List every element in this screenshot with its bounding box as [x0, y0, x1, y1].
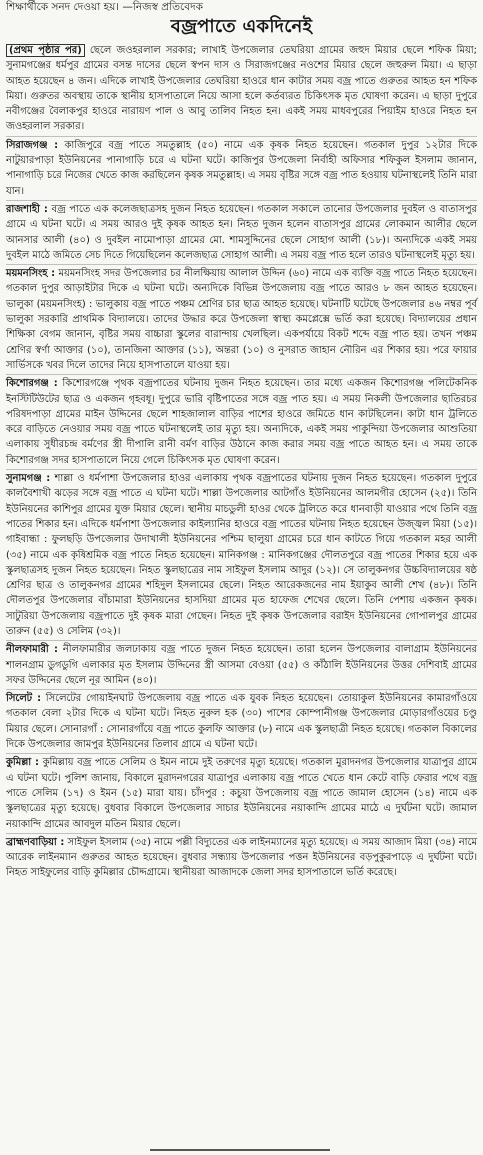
paragraph-nilphamari — [6, 640, 477, 688]
paragraph-sirajganj — [6, 136, 477, 199]
paragraph-text: শাল্লা ও ধর্মপাশা উপজেলার হাওর এলাকায় পৃথক বজ্রপাতের ঘটনায় দুজন নিহত হয়েছেন। গতকাল দুপুরে কালবৈশাখী ঝড়ের সঙ্গে বজ্র পাতে এ ঘটনা ঘটে। শাল্লা উপজেলার আটগাঁও ইউনিয়নের আলমগীর হোসেন (২৫)। তিনি ইউনিয়নের কাশিপুর গ্রামের যুক্ত মিয়ার ছেলে। স্থানীয় মাচডুলী হাওর থেকে ট্রলিতে করে ধানবাড়ী যাওয়ার পথে তিনি বজ্র পাতের শিকার হন। এদিকে ধর্মপাশা উপজেলার কাইল্যানির হাওরে বজ্র পাতের ঘটনায় নিহত হয়েছেন উজ্জ্বল মিয়া (১৫)। গাইবান্ধা : ফুলছড়ি উপজেলার উদাখালী ইউনিয়নের পশ্চিম ছালুয়া গ্রামের চরে ধান কাটতে গিয়ে গতকাল মহর আলী (৩৫) নামে এক কৃষিশ্রমিক বজ্র পাতে নিহত হয়েছেন। মানিকগঞ্জ : মানিকগঞ্জের দৌলতপুরে বজ্র পাতের শিকার হয়ে এক স্কুলছাত্রসহ দুজন নিহত হয়েছেন। নিহত স্কুলছাত্রের নাম সাইফুল ইসলাম আদুর (১২)। সে তালুকনগর উচ্চবিদ্যালয়ের ষষ্ঠ শ্রেণির ছাত্র ও তালুকনগর গ্রামের শহিদুল ইসলামের ছেলে। নিহত আরেকজনের নাম ইয়াকুব আলী শেখ (৪৮)। তিনি দৌলতপুর উপজেলার বাঁচামারা ইউনিয়নের হাসদিয়া গ্রামের মৃত হাফেজ শেখের ছেলে। তিনি পেশায় একজন কৃষক। সাটুরিয়া উপজেলায় বজ্রপাতে দুই কৃষক মারা গেছেন। নিহত দুই কৃষক উপজেলার বরাইদ ইউনিয়নের গোপালপুর গ্রামের তারুন (৫৫) ও সেলিম (৩২)। — [6, 473, 477, 637]
page-footer-rule — [0, 1147, 483, 1153]
paragraph-cumilla — [6, 753, 477, 831]
paragraph-brahmanbaria — [6, 833, 477, 881]
paragraph-continuation — [6, 43, 477, 135]
paragraph-text: কিশোরগঞ্জে পৃথক বজ্রপাতের ঘটনায় দুজন নিহত হয়েছেন। তার মধ্যে একজন কিশোরগঞ্জ পলিটেকনিক ইনস্টিটিউটের ছাত্র ও একজন গৃহবধূ। দুপুরে ভারি বৃষ্টিপাতের সঙ্গে বজ্র পাত হয়। এ সময় নিকলী উপজেলার ছাতিরচর পরিষদপাড়া গ্রামের মাইন উদ্দিনের ছেলে শাহজালাল বাড়ির পাশের হাওরে জমিতে ধান কাটছিলেন। কাটা ধান ট্রলিতে করে বাড়িতে নেওয়ার সময় বজ্র পাতে ঘটনাস্থলেই তার মৃত্যু হয়। অন্যদিকে, একই সময় পাকুন্দিয়া উপজেলার আশুতিয়া এলাকায় সুধীরচন্দ্র বর্মণের স্ত্রী দীপালি রানী বর্মণ বাড়ির উঠানে কাজ করার সময় বজ্র পাতে আহত হন। এ সময় তাকে কিশোরগঞ্জ সদর হাসপাতালে নিয়ে গেলে চিকিৎসক মৃত ঘোষণা করেন। — [6, 378, 477, 466]
paragraph-text: নীলফামারীর জলঢাকায় বজ্র পাতে দুজন নিহত হয়েছেন। তারা হলেন উপজেলার বালাগ্রাম ইউনিয়নের শালনগ্রাম ডুগডুগি এলাকার মৃত ইসলাম উদ্দিনের স্ত্রী আসমা বেওয়া (৫৫) ও কাঁঠালি ইউনিয়নের উত্তর দেশিবাই গ্রামের সফর উদ্দিনের ছেলে নূর আমিন (৪০)। — [6, 644, 477, 686]
paragraph-sylhet — [6, 689, 477, 752]
paragraph-sunamganj — [6, 469, 477, 639]
paragraph-text: ময়মনসিংহ সদর উপজেলার চর নীলক্ষিয়ায় আলাল উদ্দিন (৬০) নামে এক ব্যক্তি বজ্র পাতে নিহত হয়েছেন। গতকাল দুপুর আড়াইটার দিকে এ ঘটনা ঘটে। অন্যদিকে বিভিন্ন উপজেলায় বজ্র পাতে আরও ৮ জন আহত হয়েছেন। ভালুকা (ময়মনসিংহ) : ভালুকায় বজ্র পাতে পঞ্চম শ্রেণির চার ছাত্র আহত হয়েছে। ঘটনাটি ঘটেছে উপজেলার ৪৬ নম্বর পূর্ব ভালুকা সরকারি প্রাথমিক বিদ্যালয়ে। তাদের উদ্ধার করে উপজেলা স্বাস্থ্য কমপ্লেক্সে ভর্তি করা হয়েছে। বিদ্যালয়ের প্রধান শিক্ষিকা বেগম জানান, বৃষ্টির সময় বাচ্চারা স্কুলের বারান্দায় খেলছিল। একপর্যায়ে বিকট শব্দে বজ্র পাত হয়। তখন পঞ্চম শ্রেণির স্বর্ণা আক্তার (১০), তানজিনা আক্তার (১১), অন্তরা (১০) ও নুসরাত জাহান নৌরিন এর শিকার হয়। পরে ফায়ার সার্ভিসকে খবর দিলে তাদের নিয়ে হাসপাতালে যাওয়া হয়। — [6, 268, 477, 371]
location-label: ব্রাহ্মণবাড়িয়া : — [6, 836, 65, 848]
article-body — [6, 43, 477, 881]
paragraph-rajshahi — [6, 200, 477, 263]
paragraph-text: সাইফুল ইসলাম (৩৫) নামে পল্লী বিদ্যুতের এক লাইনম্যানের মৃত্যু হয়েছে। এ সময় আজাদ মিয়া (৩৪) নামে আরেক লাইনম্যান গুরুতর আহত হয়েছেন। বুধবার সন্ধ্যায় উপজেলার পত্তন ইউনিয়নের বড়পুকুরপাড়ে এ দুর্ঘটনা ঘটে। নিহত সাইফুলের বাড়ি কুমিল্লার চৌদ্দগ্রামে। স্থানীয়রা আজাদকে জেলা সদর হাসপাতালে ভর্তি করেছে। — [6, 836, 477, 879]
article-headline: বজ্রপাতে একদিনেই — [170, 16, 313, 37]
location-label: ময়মনসিংহ : — [6, 268, 56, 280]
paragraph-text: সিলেটের গোয়াইনঘাট উপজেলায় বজ্র পাতে এক যুবক নিহত হয়েছেন। তোয়াকুল ইউনিয়নের কামারগাঁওয়ে গতকাল বেলা ২টার দিকে এ ঘটনা ঘটে। নিহত নুরুল হক (৩০) পাশের কোম্পানীগঞ্জ উপজেলার মোড়ারগাঁওয়ের চণ্ডু মিয়ার ছেলে। সোনারগাঁ : সোনারগাঁয়ে বজ্র পাতে কুলফি আক্তার (৮) নামে এক স্কুলছাত্রী নিহত হয়েছে। গতকাল বিকালের দিকে উপজেলার জামপুর ইউনিয়নের তিলাব গ্রামে এ ঘটনা ঘটে। — [6, 693, 477, 751]
location-label: নীলফামারী : — [6, 644, 58, 656]
footer-divider — [150, 1149, 330, 1151]
location-label: কুমিল্লা : — [6, 757, 39, 769]
paragraph-text: কুমিল্লায় বজ্র পাতে সেলিম ও ইমন নামে দুই তরুণের মৃত্যু হয়েছে। গতকাল মুরাদনগর উপজেলার যাত্রাপুর গ্রামে এ ঘটনা ঘটে। পুলিশ জানায়, বিকালে মুরাদনগরের যাত্রাপুর এলাকায় বজ্র পাতে খেতে ধান কেটে বাড়ি ফেরার পথে বজ্র পাতে সেলিম (১৭) ও ইমন (১৫) মারা যায়। চাঁদপুর : কচুয়া উপজেলায় বজ্র পাতে জামাল হোসেন (১৪) নামে এক স্কুলছাত্রের মৃত্যু হয়েছে। বুধবার বিকালে উপজেলার সাচার ইউনিয়নের নয়াকান্দি গ্রামের মাঠে এ দুর্ঘটনা ঘটে। জামাল নয়াকান্দি গ্রামের আবদুল মতিন মিয়ার ছেলে। — [6, 757, 477, 830]
location-label: সিলেট : — [6, 693, 42, 705]
paragraph-kishoreganj — [6, 374, 477, 468]
paragraph-mymensingh — [6, 264, 477, 373]
location-label: সুনামগঞ্জ : — [6, 473, 51, 485]
location-label: সিরাজগঞ্জ : — [6, 139, 59, 151]
continuation-label: (প্রথম পৃষ্ঠার পর) — [6, 44, 85, 57]
location-label: রাজশাহী : — [6, 203, 48, 215]
paragraph-text: বজ্র পাতে এক কলেজছাত্রসহ দুজন নিহত হয়েছেন। গতকাল সকালে তানোর উপজেলার দুবইল ও বাতাসপুর গ্রামে এ ঘটনা ঘটে। এ সময় আরও দুই কৃষক আহত হন। নিহত দুজন হলেন বাতাসপুর গ্রামের লোকমান আলীর ছেলে আনসার আলী (৪০) ও দুবইল নামোপাড়া গ্রামের মো. শামসুদ্দিনের ছেলে সোহাগ আলী (১৮)। অন্যদিকে একই সময় দুবইল মাঠে জমিতে সেচ দিতে গিয়েছিলেন কলেজছাত্র সোহাগ আলী। এ সময় বজ্র পাত হলে তারও ঘটনাস্থলেই মৃত্যু হয়। — [6, 203, 477, 261]
paragraph-text: ছেলে জওহরলাল সরকার; লাখাই উপজেলার তেঘরিয়া গ্রামের জহুদ মিয়ার ছেলে শফিক মিয়া; সুনামগঞ্জের ধর্মপুর গ্রামের বসন্ত দাসের ছেলে স্বপন দাস ও সিরাজগঞ্জের নওশের মিয়ার ছেলে জহুরুল মিয়া। এ ছাড়া আহত হয়েছেন ৪ জন। এদিকে লাখাই উপজেলার তেঘরিয়া হাওরে ধান কাটার সময় বজ্র পাতে গুরুতর আহত হন শফিক মিয়া। গুরুতর অবস্থায় তাকে স্থানীয় হাসপাতালে নিয়ে আসা হলে কর্তব্যরত চিকিৎসক মৃত ঘোষণা করেন। এ ছাড়া দুপুরে নবীগঞ্জের বৈলাকপুর হাওরে নারায়ণ পাল ও আবু তালিব নিহত হন। একই সময় মাধবপুরের পিয়াইম হাওরে নিহত হন জওহরলাল সরকার। — [6, 45, 477, 133]
location-label: কিশোরগঞ্জ : — [6, 378, 58, 390]
previous-article-tail: শিক্ষার্থীকে সনদ দেওয়া হয়। —নিজস্ব প্রতিবেদক — [6, 1, 203, 13]
paragraph-text: কাজিপুরে বজ্র পাতে সমতুল্লাহ (৫০) নামে এক কৃষক নিহত হয়েছেন। গতকাল দুপুর ১২টার দিকে নাটুয়ারপাড়া ইউনিয়নের পানাগাড়ি চরে এ ঘটনা ঘটে। কাজিপুর উপজেলা নির্বাহী অফিসার শফিকুল ইসলাম জানান, পানাগাড়ি চরে নিজের খেতে কাজ করছিলেন কৃষক সমতুল্লাহ। এ সময় বৃষ্টির সঙ্গে বজ্র পাত হওয়ায় ঘটনাস্থলেই তিনি মারা যান। — [6, 139, 477, 197]
